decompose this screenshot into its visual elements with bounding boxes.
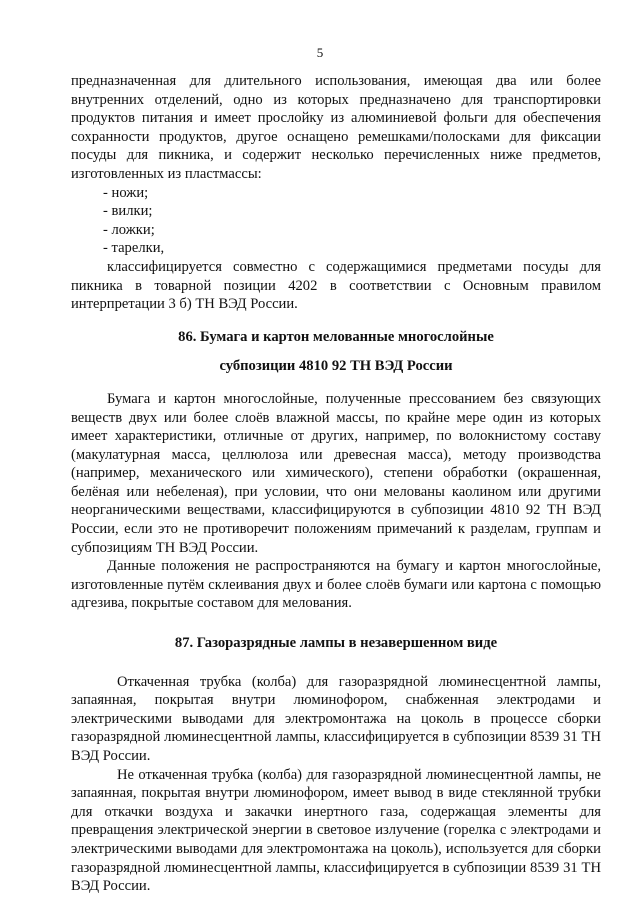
section-86-paragraph-1: Бумага и картон многослойные, полученные прессованием без связующих веществ двух или более слоёв влажной массы, по крайне мере один из которых имеет характеристики, отличные от других, например, по волокнистому составу (макулатурная масса, целлюлоза или древесная масса), методу производства (например, механического или химического), степени обработки (окрашенная, белёная или небеленая), при условии, что они мелованы каолином или другими неорганическими веществами, классифицируются в субпозиции 4810 92 ТН ВЭД России, если это не противоречит положениям примечаний к разделам, группам и субпозициям ТН ВЭД России. bbox=[71, 390, 601, 556]
page-number: 5 bbox=[316, 45, 324, 60]
section-86-heading-line2: субпозиции 4810 92 ТН ВЭД России bbox=[219, 358, 453, 375]
intro-paragraph: предназначенная для длительного использования, имеющая два или более внутренних отделений, одно из которых предназначено для транспортировки продуктов питания и имеет прослойку из алюминиевой фольги для обеспечения сохранности продуктов, другое оснащено ремешками/полосками для фиксации посуды для пикника, и содержит несколько перечисленных ниже предметов, изготовленных из пластмассы: bbox=[71, 73, 601, 182]
list-item-plates: - тарелки, bbox=[103, 240, 165, 257]
section-87-paragraph-1: Откаченная трубка (колба) для газоразрядной люминесцентной лампы, запаянная, покрытая внутри люминофором, снабженная электродами и электрическими выводами для электромонтажа на цоколь в процессе сборки газоразрядной люминесцентной лампы, классифицируется в субпозиции 8539 31 ТН ВЭД России. bbox=[71, 673, 601, 764]
list-item-spoons: - ложки; bbox=[103, 221, 155, 238]
list-item-knives: - ножи; bbox=[103, 184, 149, 201]
intro-closing-paragraph: классифицируется совместно с содержащимися предметами посуды для пикника в товарной позиции 4202 в соответствии с Основным правилом интерпретации 3 б) ТН ВЭД России. bbox=[71, 258, 601, 313]
document-body bbox=[71, 72, 601, 896]
section-86-paragraph-2: Данные положения не распространяются на бумагу и картон многослойные, изготовленные путём склеивания двух и более слоёв бумаги или картона с помощью адгезива, покрытые составом для мелования. bbox=[71, 558, 601, 612]
list-item-forks: - вилки; bbox=[103, 203, 153, 220]
section-86-heading-line1: 86. Бумага и картон мелованные многослойные bbox=[178, 328, 494, 345]
section-87-heading: 87. Газоразрядные лампы в незавершенном виде bbox=[174, 635, 498, 652]
section-87-paragraph-2: Не откаченная трубка (колба) для газоразрядной люминесцентной лампы, не запаянная, покрытая внутри люминофором, имеет вывод в виде стеклянной трубки для откачки воздуха и закачки инертного газа, содержащая элементы для превращения электрической энергии в световое излучение (горелка с электродами и электрическими выводами для электромонтажа на цоколь), используется для сборки газоразрядной люминесцентной лампы, классифицируется в субпозиции 8539 31 ТН ВЭД России. bbox=[71, 766, 601, 895]
